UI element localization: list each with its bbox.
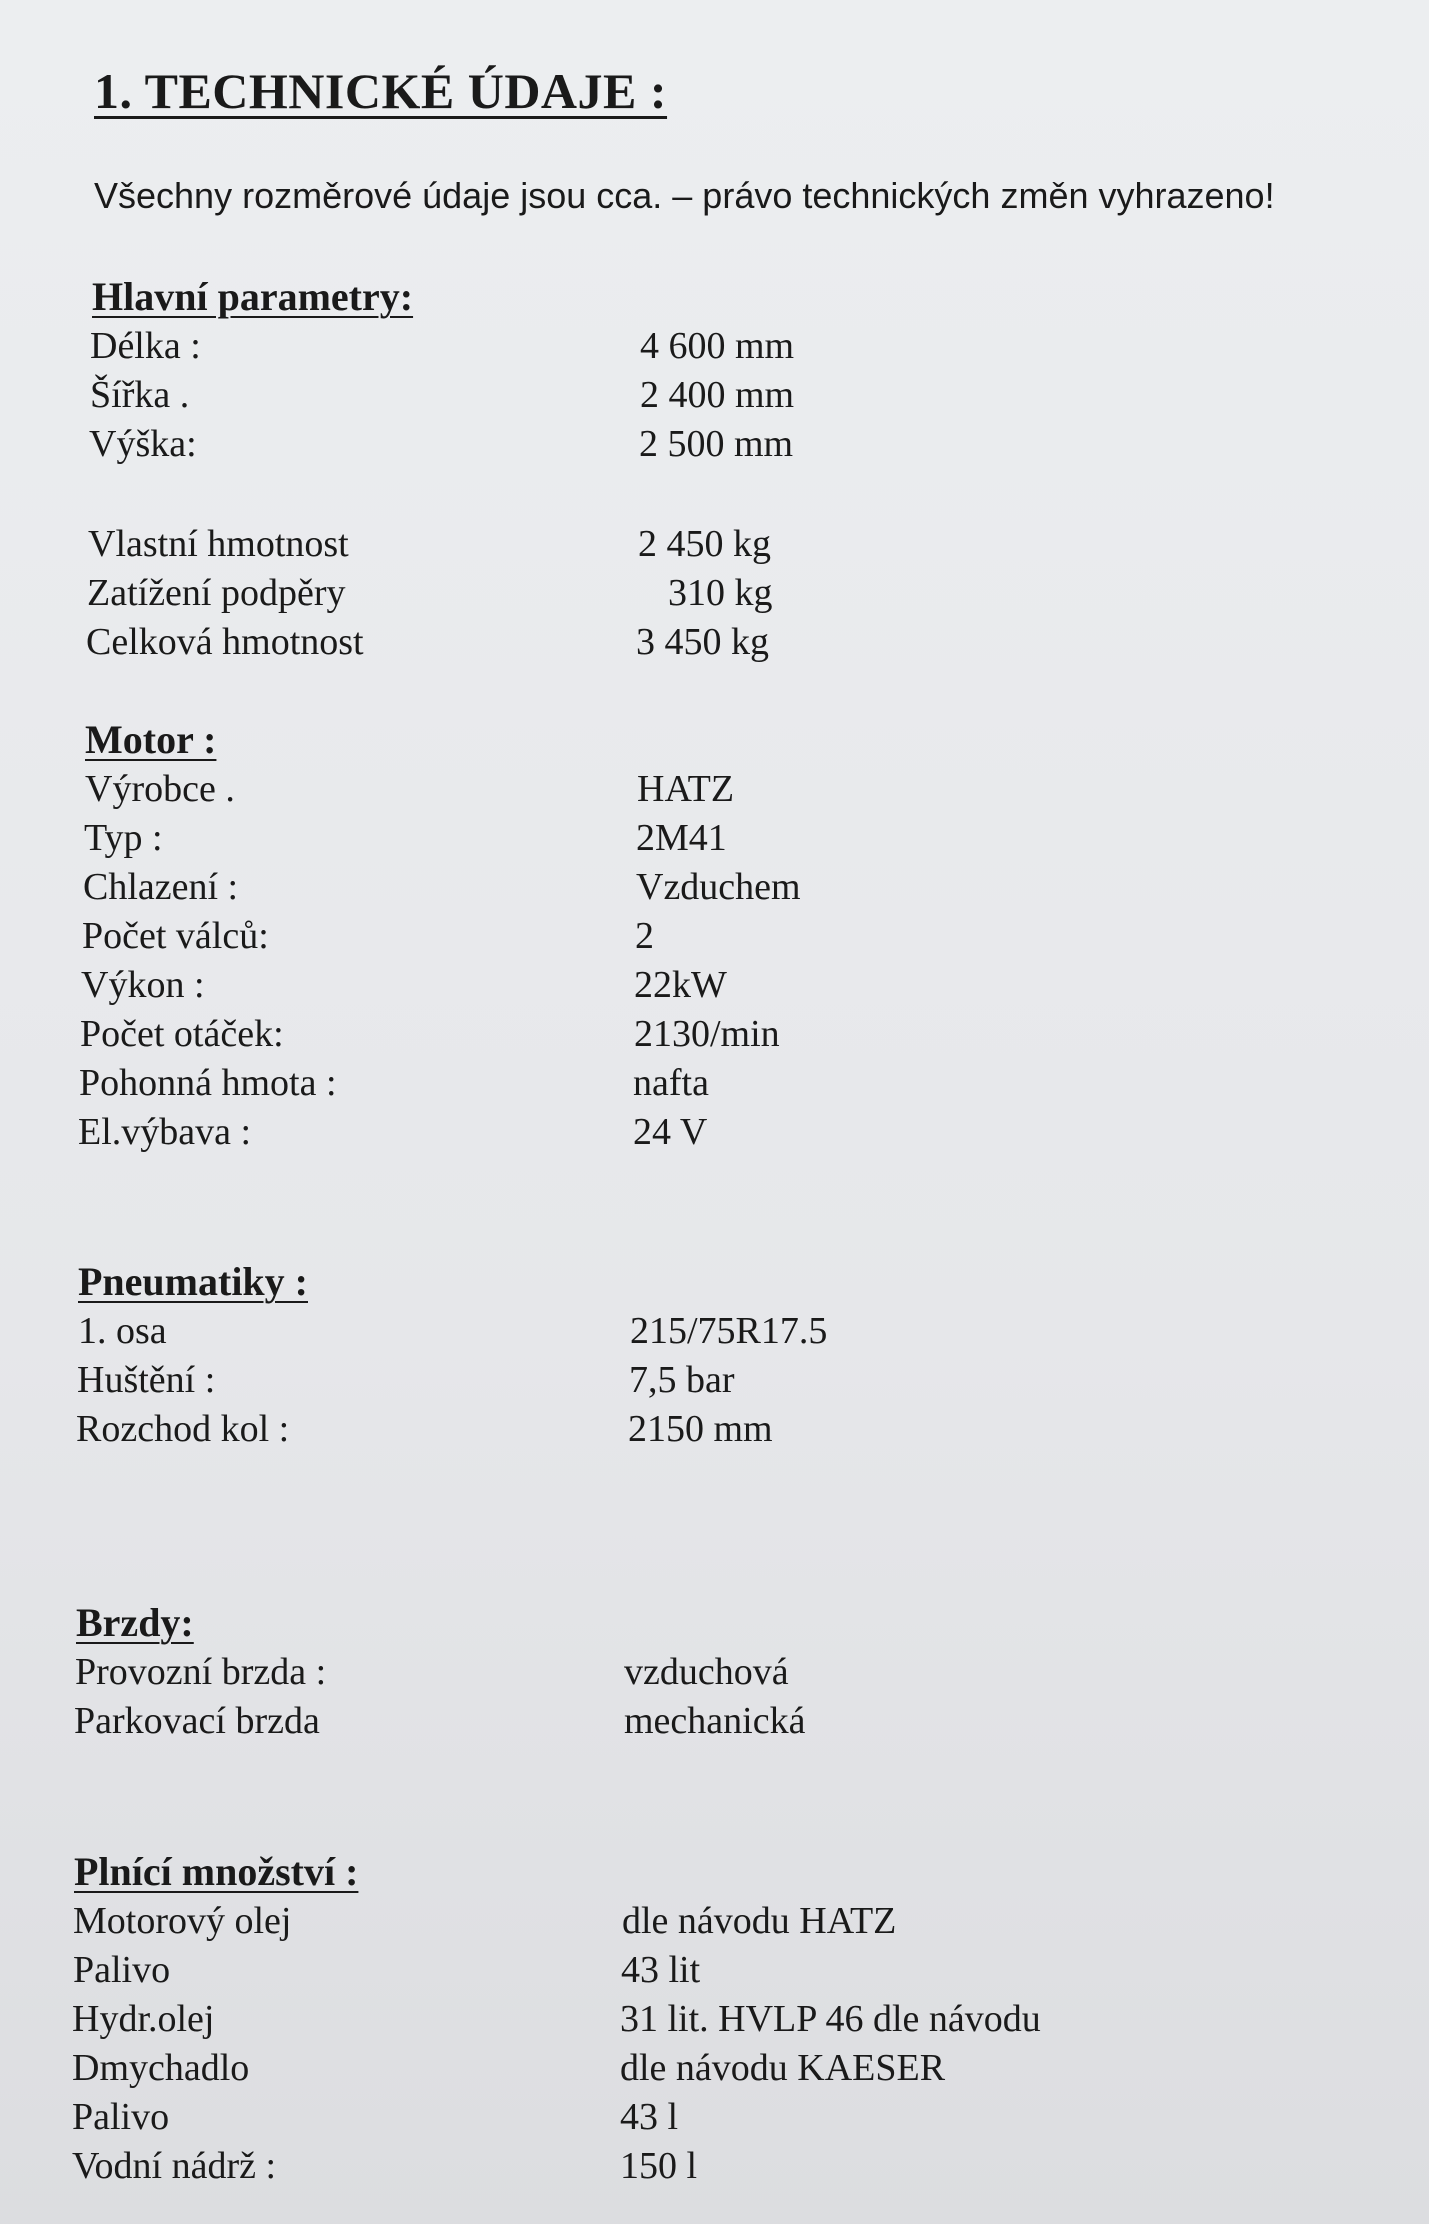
section-brakes [0, 1598, 1429, 1746]
section-heading: Brzdy: [76, 1600, 194, 1645]
spec-label: Šířka . [90, 374, 190, 416]
spec-value: HATZ [637, 768, 735, 810]
section-heading: Hlavní parametry: [92, 274, 414, 319]
spec-label: Palivo [73, 1949, 171, 1991]
spec-label: El.výbava : [78, 1111, 252, 1153]
spec-value: 310 kg [668, 572, 773, 614]
section-tires [0, 1257, 1429, 1454]
spec-label: 1. osa [78, 1310, 167, 1352]
section-heading: Pneumatiky : [78, 1259, 308, 1304]
spec-value: 2 500 mm [639, 423, 794, 465]
spec-label: Počet válců: [82, 915, 269, 957]
spec-row [0, 1946, 1429, 1995]
spec-row [0, 863, 1429, 912]
spec-value: 24 V [633, 1111, 708, 1153]
spec-label: Palivo [72, 2096, 170, 2138]
section-fill-quantities [0, 1847, 1429, 2191]
spec-label: Výrobce . [85, 768, 235, 810]
spec-label: Typ : [84, 817, 163, 859]
spec-label: Pohonná hmota : [79, 1062, 337, 1104]
spec-value: 22kW [634, 964, 727, 1006]
spec-value: dle návodu KAESER [620, 2047, 946, 2089]
spec-label: Vlastní hmotnost [88, 523, 349, 565]
spec-row [0, 1405, 1429, 1454]
section-main-parameters [0, 272, 1429, 469]
spec-row [0, 1108, 1429, 1157]
spec-label: Rozchod kol : [76, 1408, 290, 1450]
spec-row [0, 618, 1429, 667]
spec-label: Výkon : [81, 964, 205, 1006]
spec-row [0, 1307, 1429, 1356]
spec-row [0, 1897, 1429, 1946]
spec-value: vzduchová [624, 1651, 789, 1693]
spec-label: Počet otáček: [80, 1013, 284, 1055]
section-heading: Plnící množství : [74, 1849, 359, 1894]
spec-row [0, 814, 1429, 863]
spec-row [0, 2142, 1429, 2191]
spec-value: mechanická [624, 1700, 806, 1742]
spec-label: Parkovací brzda [74, 1700, 320, 1742]
spec-value: 7,5 bar [629, 1359, 735, 1401]
section-motor [0, 715, 1429, 1157]
disclaimer-note: Všechny rozměrové údaje jsou cca. – právo technických změn vyhrazeno! [94, 175, 1275, 216]
spec-row [0, 1356, 1429, 1405]
spec-value: Vzduchem [636, 866, 801, 908]
spec-row [0, 765, 1429, 814]
spec-label: Chlazení : [83, 866, 239, 908]
spec-value: 3 450 kg [636, 621, 769, 663]
spec-row [0, 322, 1429, 371]
spec-value: 2 450 kg [638, 523, 771, 565]
spec-label: Celková hmotnost [86, 621, 364, 663]
spec-row [0, 2044, 1429, 2093]
spec-label: Motorový olej [73, 1900, 292, 1942]
spec-value: 2M41 [636, 817, 727, 859]
page-title: 1. TECHNICKÉ ÚDAJE : [94, 63, 668, 119]
spec-row [0, 961, 1429, 1010]
spec-value: 43 l [620, 2096, 679, 2138]
section-weights [0, 520, 1429, 667]
spec-value: 2130/min [634, 1013, 780, 1055]
spec-value: 43 lit [621, 1949, 701, 1991]
spec-label: Huštění : [77, 1359, 216, 1401]
spec-value: 2 400 mm [640, 374, 795, 416]
spec-label: Zatížení podpěry [87, 572, 346, 614]
spec-label: Výška: [89, 423, 197, 465]
spec-value: 2 [635, 915, 654, 957]
spec-row [0, 1697, 1429, 1746]
spec-row [0, 1995, 1429, 2044]
spec-value: 4 600 mm [640, 325, 795, 367]
spec-value: 2150 mm [628, 1408, 773, 1450]
spec-row [0, 1010, 1429, 1059]
spec-row [0, 912, 1429, 961]
spec-row [0, 2093, 1429, 2142]
spec-label: Dmychadlo [72, 2047, 250, 2089]
spec-label: Hydr.olej [72, 1998, 215, 2040]
spec-label: Vodní nádrž : [72, 2145, 277, 2187]
spec-value: 150 l [620, 2145, 698, 2187]
spec-row [0, 420, 1429, 469]
spec-value: 31 lit. HVLP 46 dle návodu [620, 1998, 1041, 2040]
spec-row [0, 569, 1429, 618]
spec-row [0, 520, 1429, 569]
spec-label: Délka : [90, 325, 201, 367]
spec-value: nafta [633, 1062, 709, 1104]
spec-value: 215/75R17.5 [630, 1310, 828, 1352]
spec-value: dle návodu HATZ [622, 1900, 897, 1942]
section-heading: Motor : [85, 717, 217, 762]
spec-row [0, 371, 1429, 420]
spec-label: Provozní brzda : [75, 1651, 327, 1693]
spec-row [0, 1648, 1429, 1697]
spec-row [0, 1059, 1429, 1108]
